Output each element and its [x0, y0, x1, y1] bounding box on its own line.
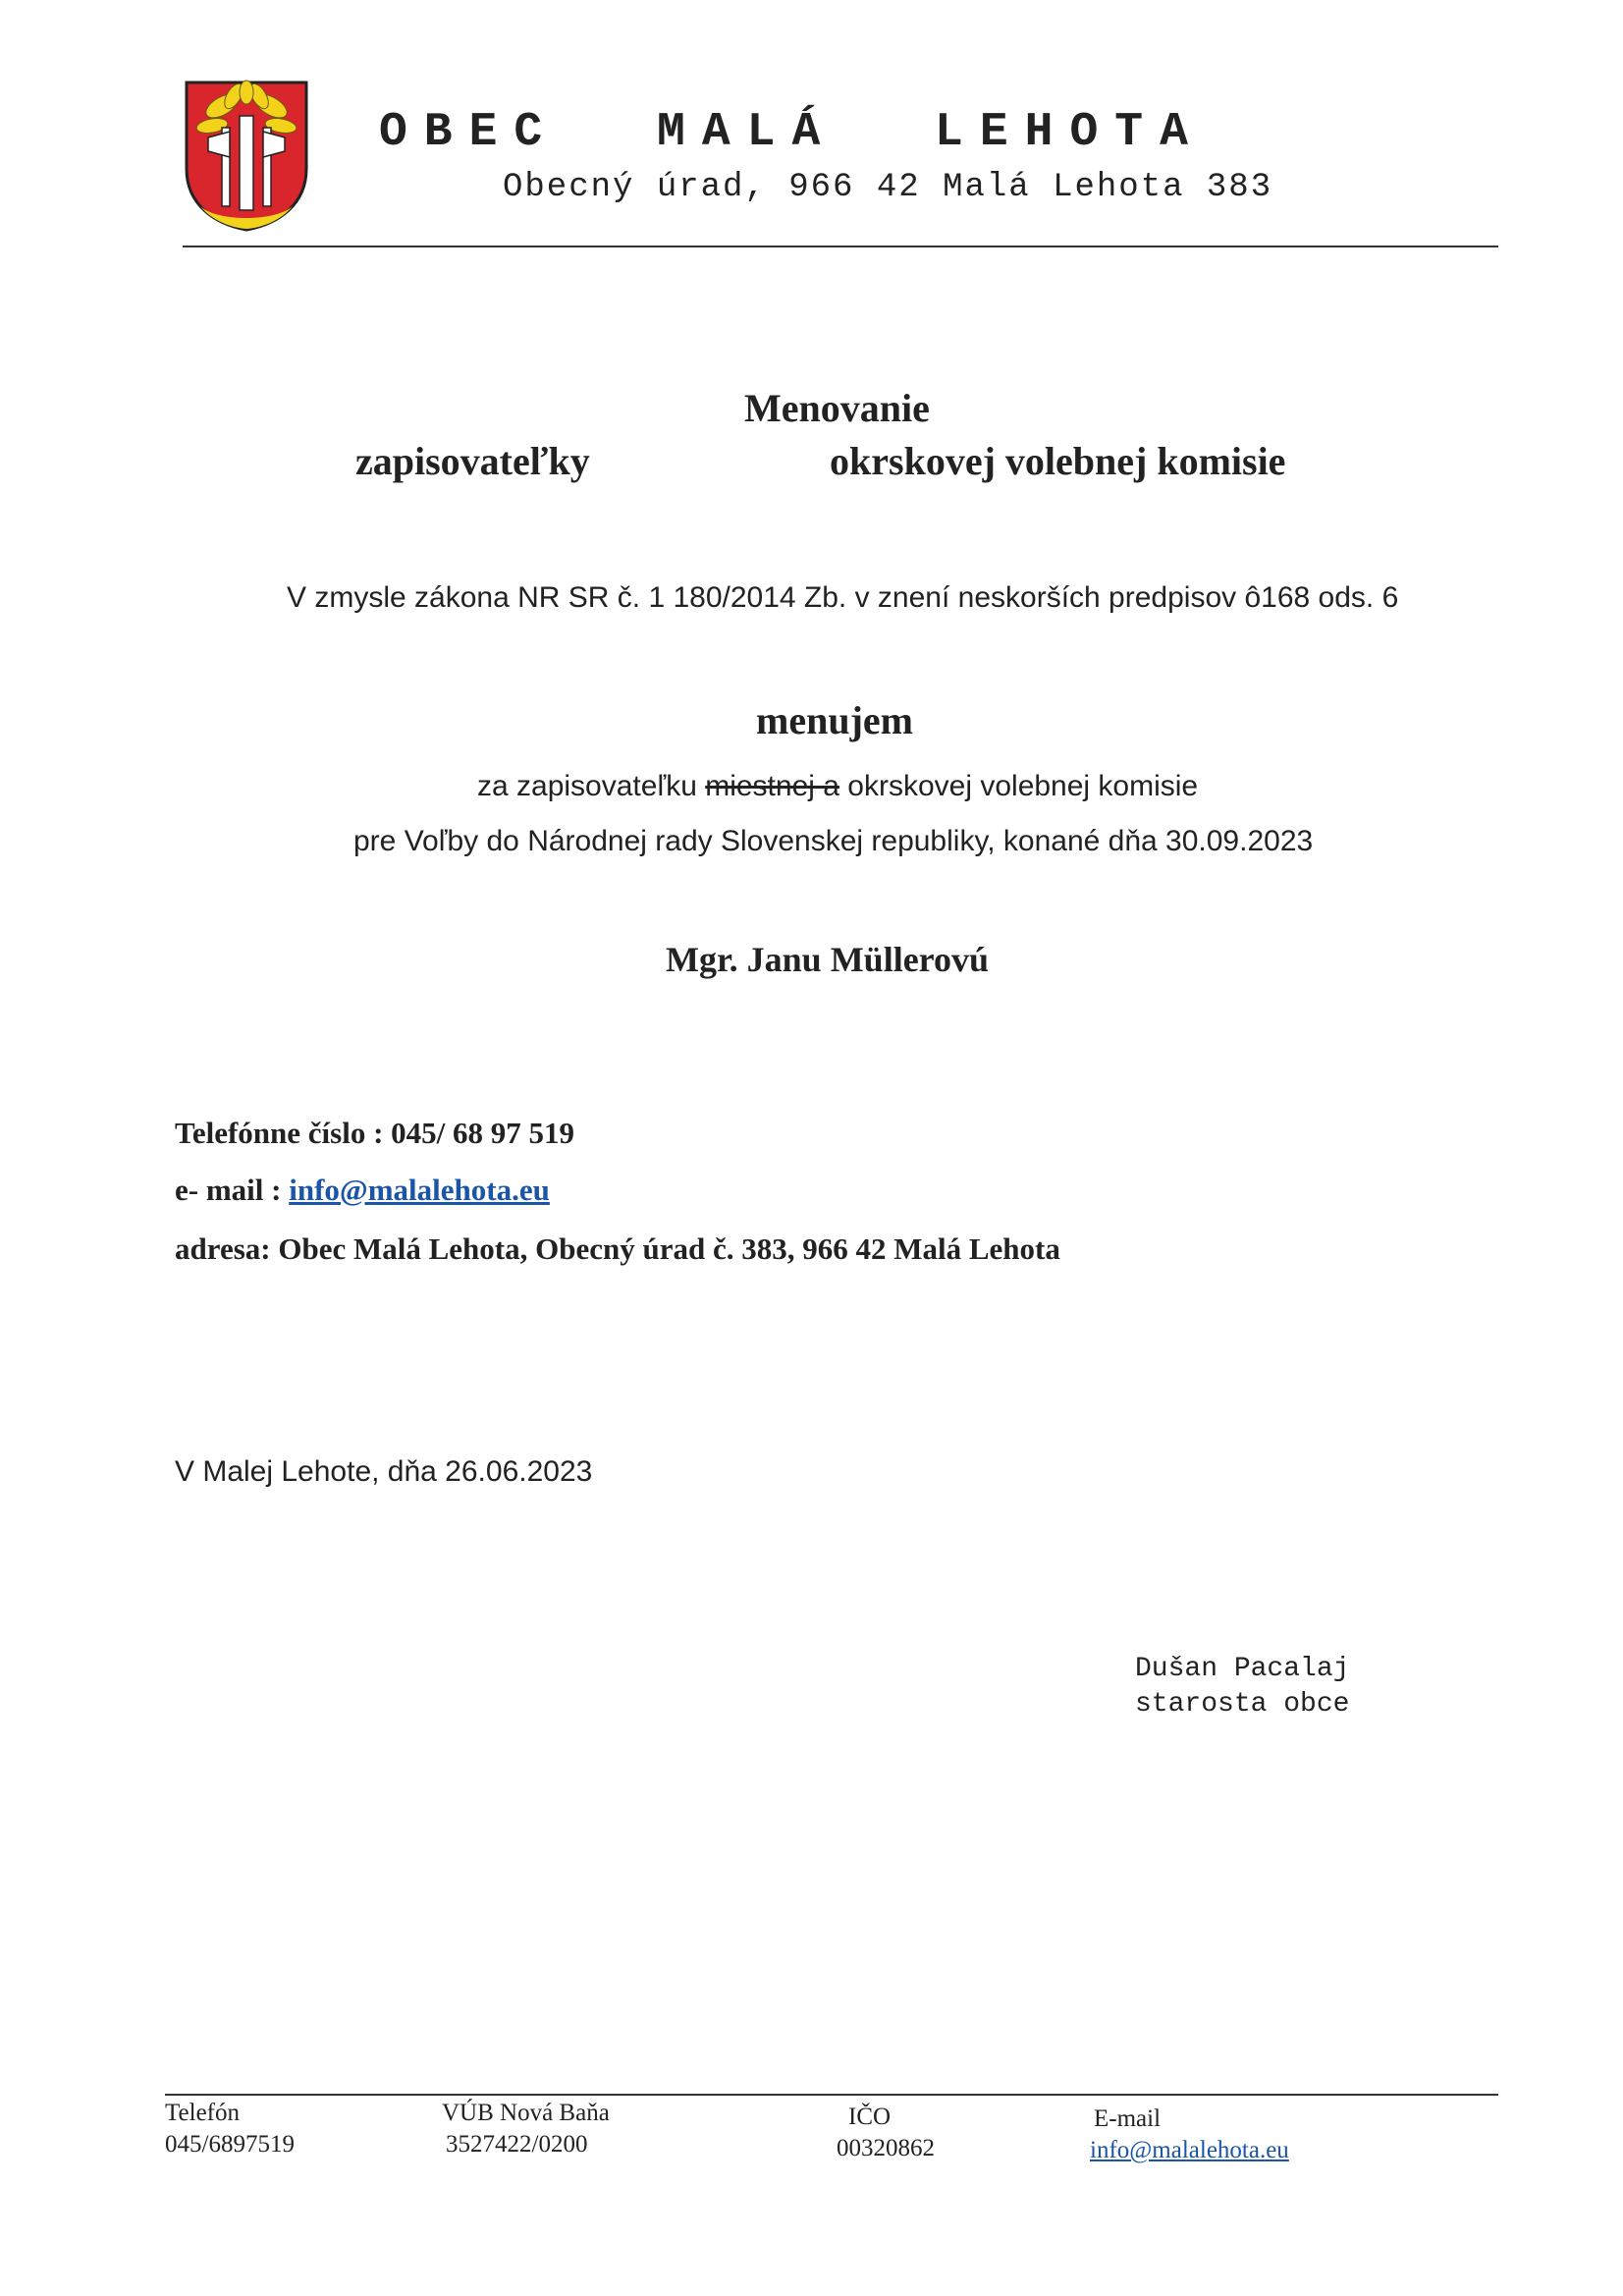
signatory-name: Dušan Pacalaj — [1135, 1654, 1350, 1684]
place-and-date: V Malej Lehote, dňa 26.06.2023 — [175, 1455, 593, 1488]
election-line: pre Voľby do Národnej rady Slovenskej republiky, konané dňa 30.09.2023 — [353, 825, 1314, 857]
municipality-title: OBEC MALÁ LEHOTA — [379, 106, 1205, 159]
footer-email-label: E-mail — [1094, 2105, 1162, 2132]
footer-bank-value: 3527422/0200 — [446, 2131, 588, 2158]
footer-divider — [165, 2094, 1498, 2096]
footer-ico-label: IČO — [848, 2104, 892, 2130]
appointment-line — [477, 770, 1198, 803]
footer-bank-label: VÚB Nová Baňa — [442, 2100, 610, 2126]
header-divider — [183, 246, 1498, 247]
document-subtitle-commission: okrskovej volebnej komisie — [830, 439, 1286, 483]
appointment-suffix: okrskovej volebnej komisie — [847, 770, 1199, 802]
footer-email-link[interactable]: info@malalehota.eu — [1090, 2137, 1289, 2163]
contact-address-label: adresa: — [175, 1231, 271, 1266]
footer-ico-value: 00320862 — [837, 2135, 935, 2161]
appointee-name: Mgr. Janu Müllerovú — [666, 940, 990, 979]
legal-basis-text: V zmysle zákona NR SR č. 1 180/2014 Zb. v znení neskorších predpisov ô168 ods. 6 — [287, 581, 1399, 614]
footer-phone-value: 045/6897519 — [165, 2131, 295, 2158]
coat-of-arms-logo — [183, 79, 310, 232]
footer-phone-label: Telefón — [165, 2100, 240, 2126]
contact-email-link[interactable]: info@malalehota.eu — [289, 1173, 550, 1207]
document-title: Menovanie — [744, 386, 930, 430]
appointment-struck-text: miestnej a — [705, 770, 839, 802]
signatory-title: starosta obce — [1135, 1689, 1350, 1720]
office-address-subtitle: Obecný úrad, 966 42 Malá Lehota 383 — [503, 169, 1273, 206]
contact-address-value: Obec Malá Lehota, Obecný úrad č. 383, 966 42 Malá Lehota — [278, 1231, 1060, 1266]
contact-address — [175, 1231, 1060, 1267]
contact-phone-label: Telefónne číslo : — [175, 1116, 384, 1150]
document-subtitle-role: zapisovateľky — [355, 439, 590, 483]
appoint-heading: menujem — [756, 698, 913, 742]
contact-email-label: e- mail : — [175, 1173, 282, 1207]
appointment-prefix: za zapisovateľku — [477, 770, 697, 802]
contact-phone-value: 045/ 68 97 519 — [391, 1116, 575, 1150]
contact-phone — [175, 1116, 574, 1151]
contact-email — [175, 1173, 550, 1208]
